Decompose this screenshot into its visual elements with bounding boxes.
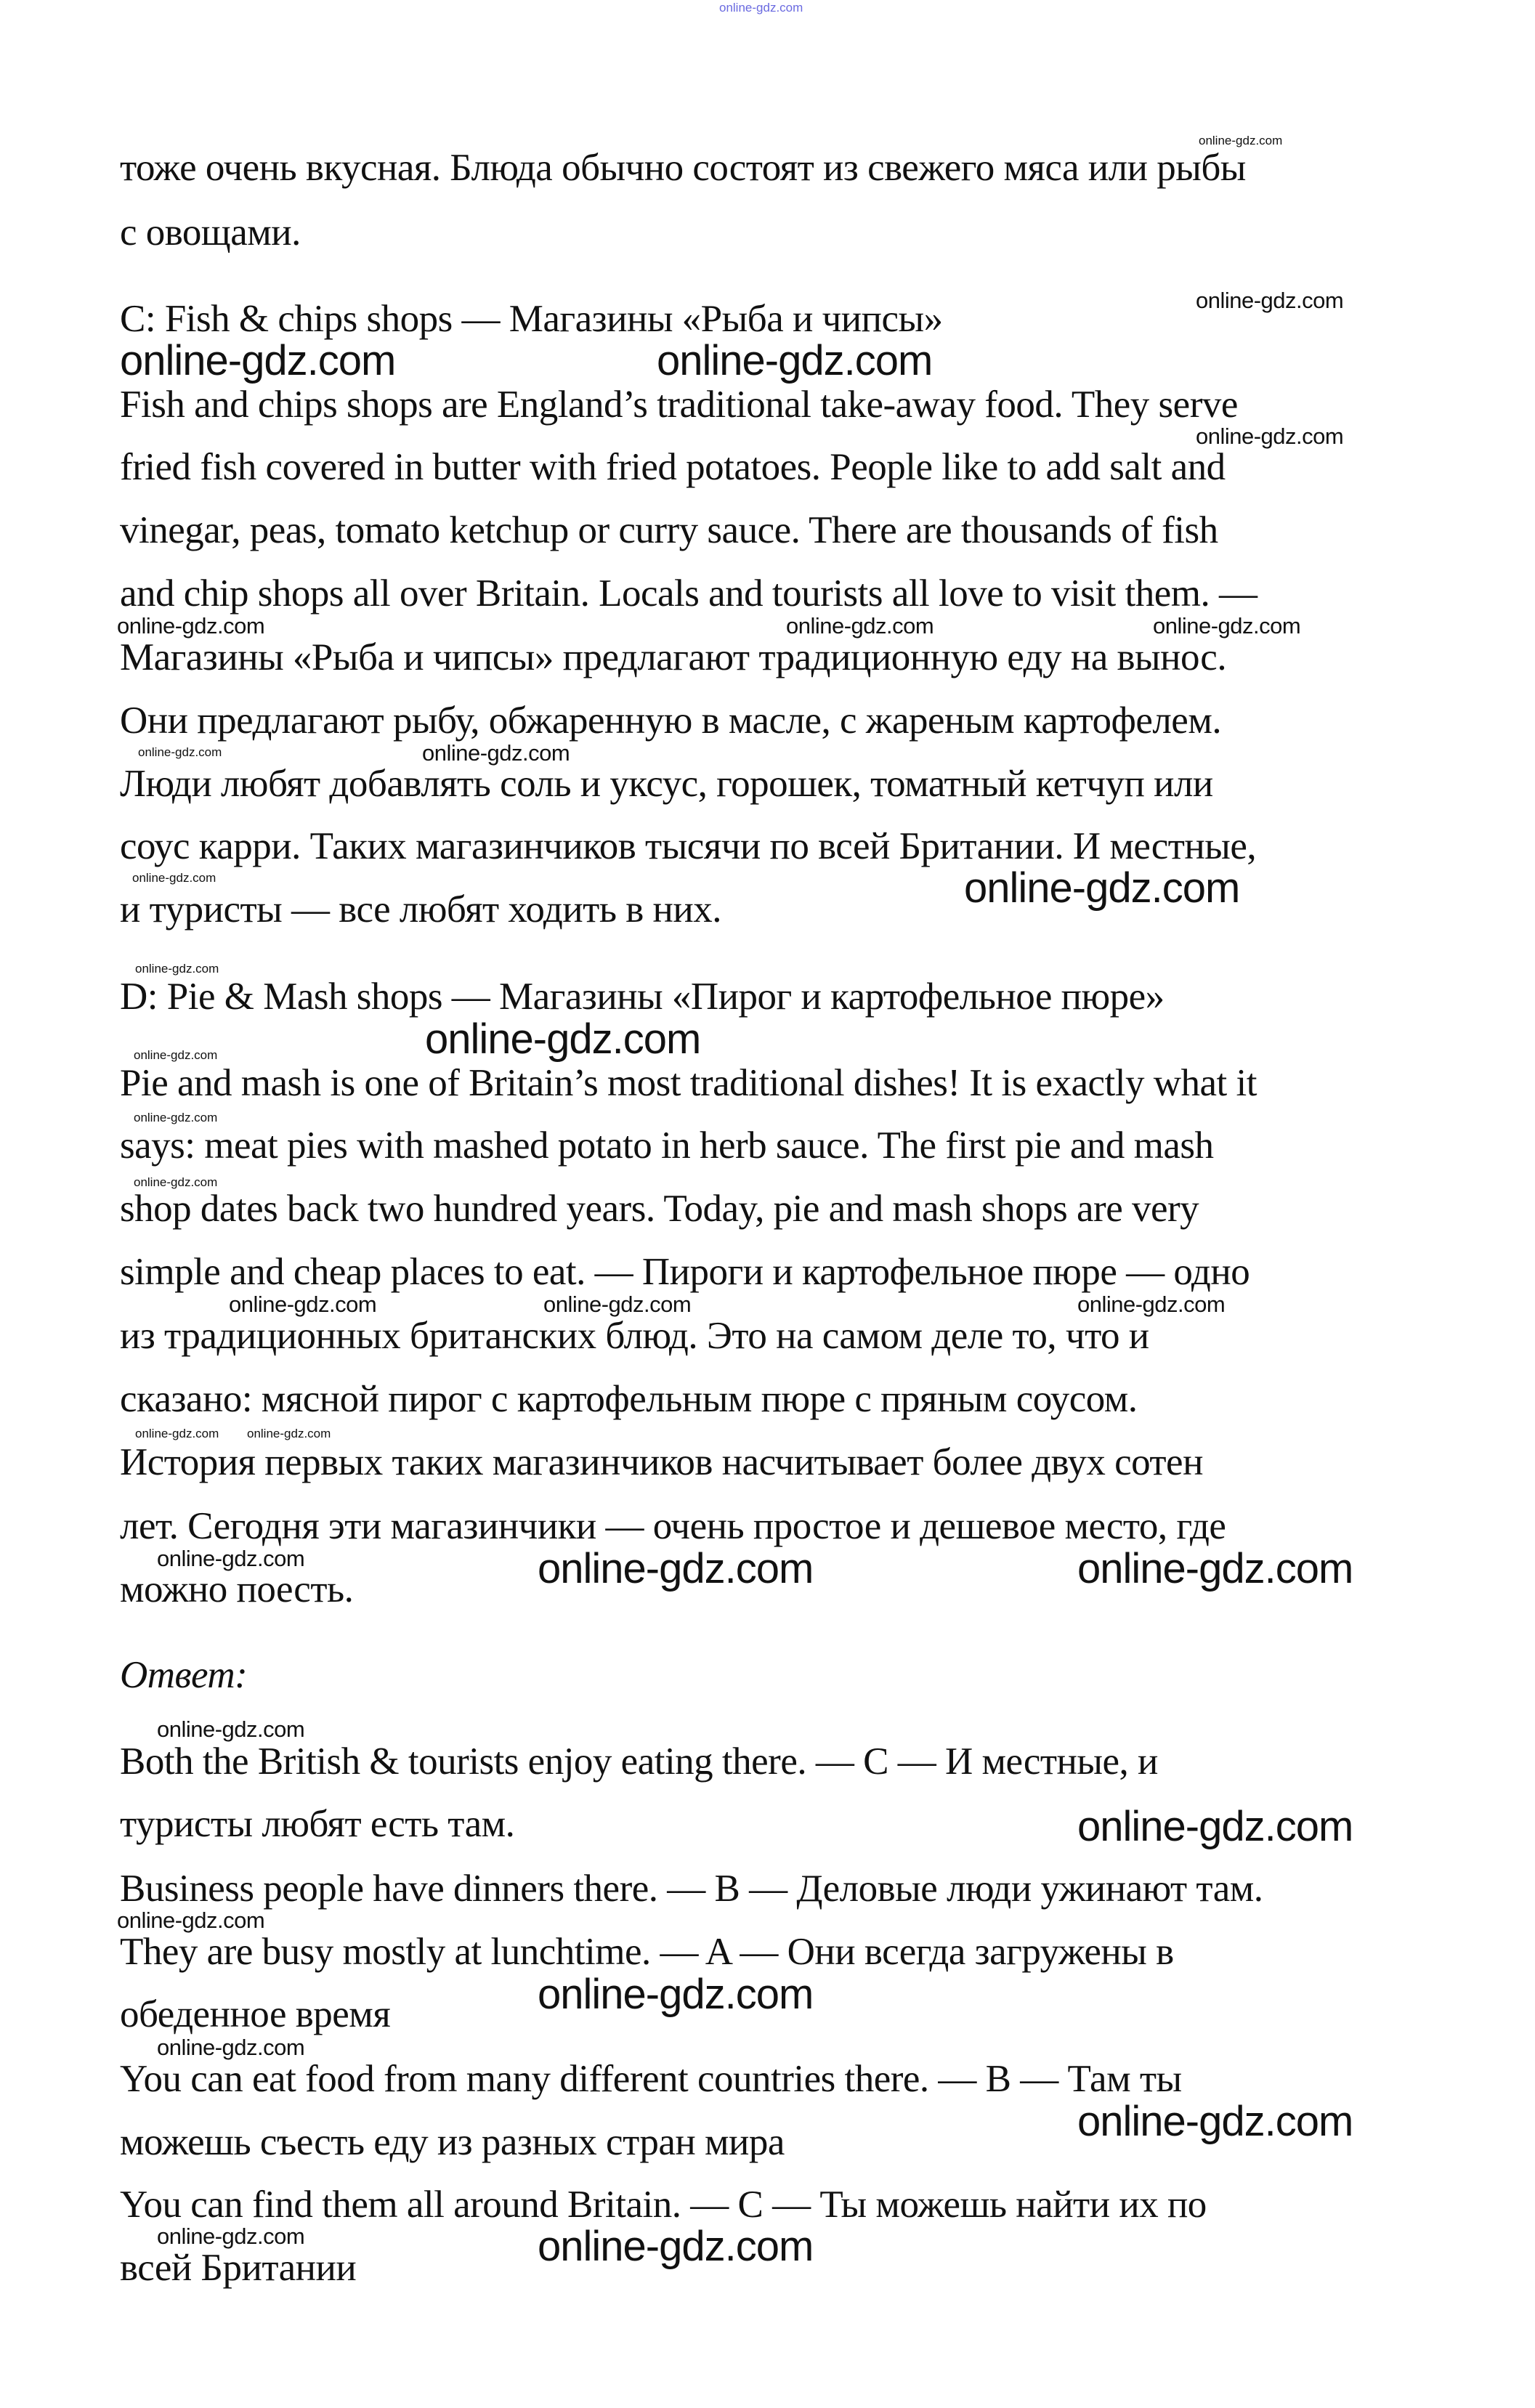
watermark: online-gdz.com	[1077, 1803, 1353, 1850]
watermark: online-gdz.com	[964, 864, 1240, 912]
answer-line: туристы любят есть там.	[120, 1803, 515, 1845]
text-line: says: meat pies with mashed potato in herb sauce. The first pie and mash	[120, 1124, 1214, 1167]
text-line: из традиционных британских блюд. Это на самом деле то, что и	[120, 1315, 1149, 1357]
text-line: соус карри. Таких магазинчиков тысячи по всей Британии. И местные,	[120, 825, 1257, 867]
answer-line: They are busy mostly at lunchtime. — A — Они всегда загружены в	[120, 1931, 1174, 1973]
watermark: online-gdz.com	[425, 1016, 701, 1063]
watermark: online-gdz.com	[1077, 1545, 1353, 1592]
watermark-top: online-gdz.com	[719, 1, 803, 15]
text-line: Магазины «Рыба и чипсы» предлагают традиционную еду на вынос.	[120, 636, 1227, 678]
watermark: online-gdz.com	[157, 2223, 305, 2249]
watermark: online-gdz.com	[157, 1546, 305, 1571]
text-line: Люди любят добавлять соль и уксус, горошек, томатный кетчуп или	[120, 763, 1213, 805]
text-line: лет. Сегодня эти магазинчики — очень простое и дешевое место, где	[120, 1505, 1226, 1547]
answer-line: обеденное время	[120, 1993, 391, 2035]
text-line: Они предлагают рыбу, обжаренную в масле, с жареным картофелем.	[120, 700, 1222, 742]
answer-line: You can find them all around Britain. — C — Ты можешь найти их по	[120, 2184, 1207, 2226]
watermark: online-gdz.com	[132, 871, 216, 885]
text-line: simple and cheap places to eat. — Пироги и картофельное пюре — одно	[120, 1251, 1250, 1293]
watermark: online-gdz.com	[657, 337, 933, 384]
text-line: shop dates back two hundred years. Today, pie and mash shops are very	[120, 1188, 1199, 1230]
answer-line: можешь съесть еду из разных стран мира	[120, 2121, 785, 2163]
text-line: с овощами.	[120, 211, 301, 254]
watermark: online-gdz.com	[134, 1111, 218, 1124]
section-heading-d: D: Pie & Mash shops — Магазины «Пирог и картофельное пюре»	[120, 976, 1165, 1018]
text-line: тоже очень вкусная. Блюда обычно состоят из свежего мяса или рыбы	[120, 147, 1246, 189]
answer-line: всей Британии	[120, 2247, 357, 2289]
watermark: online-gdz.com	[1077, 1292, 1226, 1317]
watermark: online-gdz.com	[117, 1908, 265, 1933]
watermark: online-gdz.com	[1196, 423, 1344, 449]
watermark: online-gdz.com	[1196, 288, 1344, 313]
watermark: online-gdz.com	[229, 1292, 377, 1317]
watermark: online-gdz.com	[538, 1971, 814, 2018]
watermark: online-gdz.com	[138, 745, 222, 759]
text-line: можно поесть.	[120, 1568, 354, 1610]
text-line: and chip shops all over Britain. Locals and tourists all love to visit them. —	[120, 572, 1257, 615]
watermark: online-gdz.com	[134, 1048, 218, 1062]
watermark: online-gdz.com	[538, 2223, 814, 2270]
watermark: online-gdz.com	[543, 1292, 692, 1317]
watermark: online-gdz.com	[157, 2035, 305, 2060]
watermark: online-gdz.com	[1153, 613, 1301, 639]
watermark: online-gdz.com	[247, 1427, 331, 1440]
watermark: online-gdz.com	[135, 962, 219, 976]
text-line: История первых таких магазинчиков насчитывает более двух сотен	[120, 1441, 1203, 1483]
text-line: vinegar, peas, tomato ketchup or curry sauce. There are thousands of fish	[120, 509, 1218, 551]
answer-line: Business people have dinners there. — B — Деловые люди ужинают там.	[120, 1868, 1263, 1910]
text-line: Fish and chips shops are England’s traditional take-away food. They serve	[120, 384, 1238, 426]
watermark: online-gdz.com	[157, 1716, 305, 1742]
answer-line: Both the British & tourists enjoy eating there. — C — И местные, и	[120, 1740, 1158, 1783]
watermark: online-gdz.com	[538, 1545, 814, 1592]
watermark: online-gdz.com	[422, 740, 570, 766]
watermark: online-gdz.com	[120, 337, 396, 384]
text-line: fried fish covered in butter with fried potatoes. People like to add salt and	[120, 446, 1226, 488]
watermark: online-gdz.com	[1199, 134, 1283, 147]
text-line: Pie and mash is one of Britain’s most traditional dishes! It is exactly what it	[120, 1062, 1257, 1104]
section-heading-c: C: Fish & chips shops — Магазины «Рыба и чипсы»	[120, 298, 943, 340]
watermark: online-gdz.com	[786, 613, 934, 639]
watermark: online-gdz.com	[134, 1175, 218, 1189]
text-line: и туристы — все любят ходить в них.	[120, 888, 721, 931]
text-line: сказано: мясной пирог с картофельным пюре с пряным соусом.	[120, 1378, 1138, 1420]
watermark: online-gdz.com	[135, 1427, 219, 1440]
watermark: online-gdz.com	[1077, 2098, 1353, 2145]
answer-line: You can eat food from many different countries there. — B — Там ты	[120, 2058, 1182, 2100]
answer-heading: Ответ:	[120, 1654, 248, 1696]
watermark: online-gdz.com	[117, 613, 265, 639]
